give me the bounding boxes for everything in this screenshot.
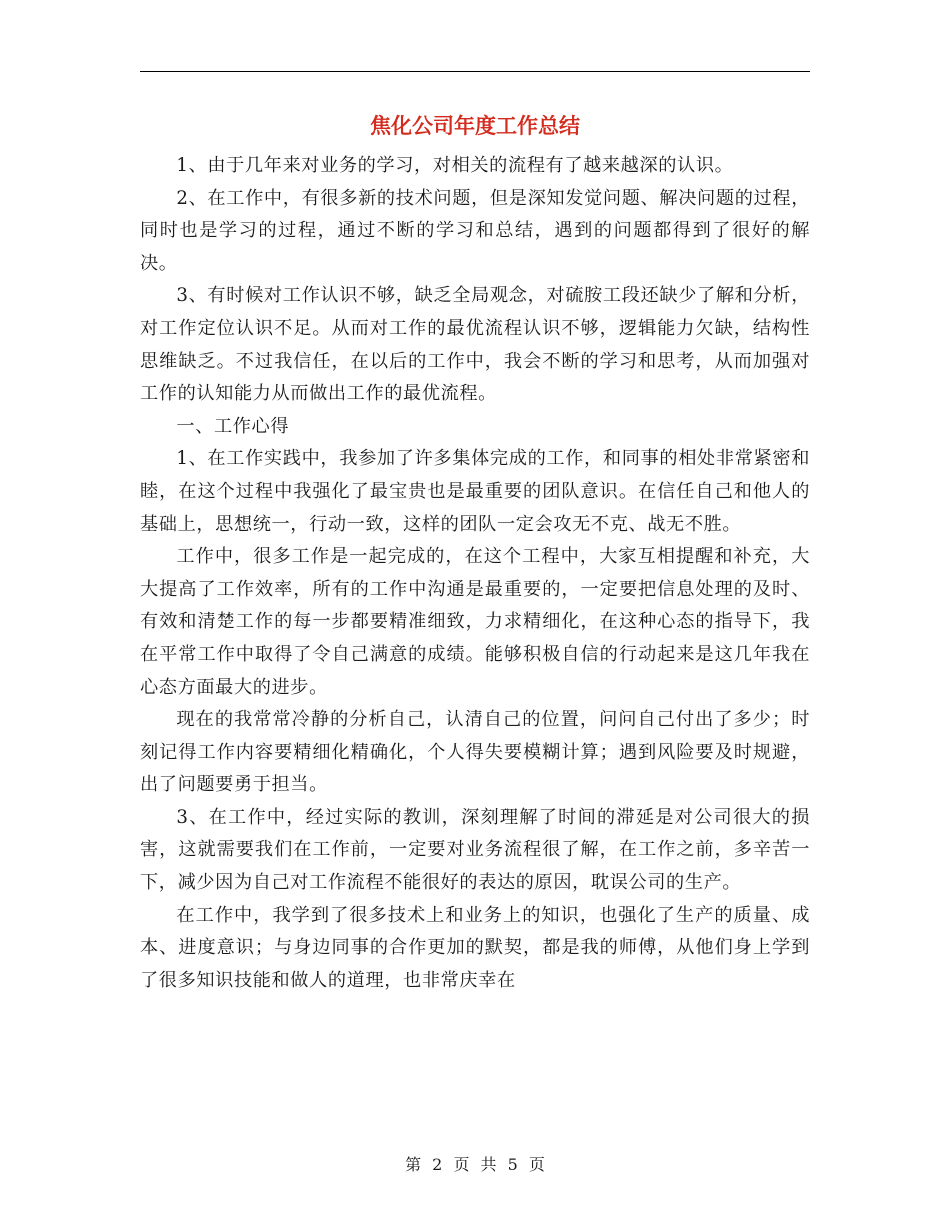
- paragraph: 工作中，很多工作是一起完成的，在这个工程中，大家互相提醒和补充，大大提高了工作效率，所有的工作中沟通是最重要的，一定要把信息处理的及时、有效和清楚工作的每一步都要精准细致，力求精细化，在这种心态的指导下，我在平常工作中取得了令自己满意的成绩。能够积极自信的行动起来是这几年我在心态方面最大的进步。: [140, 546, 810, 698]
- document-title: 焦化公司年度工作总结: [370, 113, 580, 138]
- paragraph: 现在的我常常冷静的分析自己，认清自己的位置，问问自己付出了多少；时刻记得工作内容要精细化精确化，个人得失要模糊计算；遇到风险要及时规避，出了问题要勇于担当。: [140, 709, 810, 796]
- section-heading: 一、工作心得: [176, 415, 290, 437]
- paragraph: 3、有时候对工作认识不够，缺乏全局观念，对硫胺工段还缺少了解和分析，对工作定位认识不足。从而对工作的最优流程认识不够，逻辑能力欠缺，结构性思维缺乏。不过我信任，在以后的工作中，我会不断的学习和思考，从而加强对工作的认知能力从而做出工作的最优流程。: [140, 285, 810, 405]
- paragraph: 1、在工作实践中，我参加了许多集体完成的工作，和同事的相处非常紧密和睦，在这个过程中我强化了最宝贵也是最重要的团队意识。在信任自己和他人的基础上，思想统一，行动一致，这样的团队一定会攻无不克、战无不胜。: [140, 448, 810, 535]
- header-rule: [140, 71, 810, 72]
- paragraph: 3、在工作中，经过实际的教训，深刻理解了时间的滞延是对公司很大的损害，这就需要我们在工作前，一定要对业务流程很了解，在工作之前，多辛苦一下，减少因为自己对工作流程不能很好的表达的原因，耽误公司的生产。: [140, 806, 810, 894]
- document-body: [140, 150, 810, 997]
- paragraph: 2、在工作中，有很多新的技术问题，但是深知发觉问题、解决问题的过程，同时也是学习的过程，通过不断的学习和总结，遇到的问题都得到了很好的解决。: [140, 187, 810, 274]
- page-number-footer: 第 2 页 共 5 页: [405, 1155, 545, 1174]
- paragraph: 在工作中，我学到了很多技术上和业务上的知识，也强化了生产的质量、成本、进度意识；与身边同事的合作更加的默契，都是我的师傅，从他们身上学到了很多知识技能和做人的道理，也非常庆幸在: [140, 904, 810, 991]
- paragraph: 1、由于几年来对业务的学习，对相关的流程有了越来越深的认识。: [176, 155, 734, 176]
